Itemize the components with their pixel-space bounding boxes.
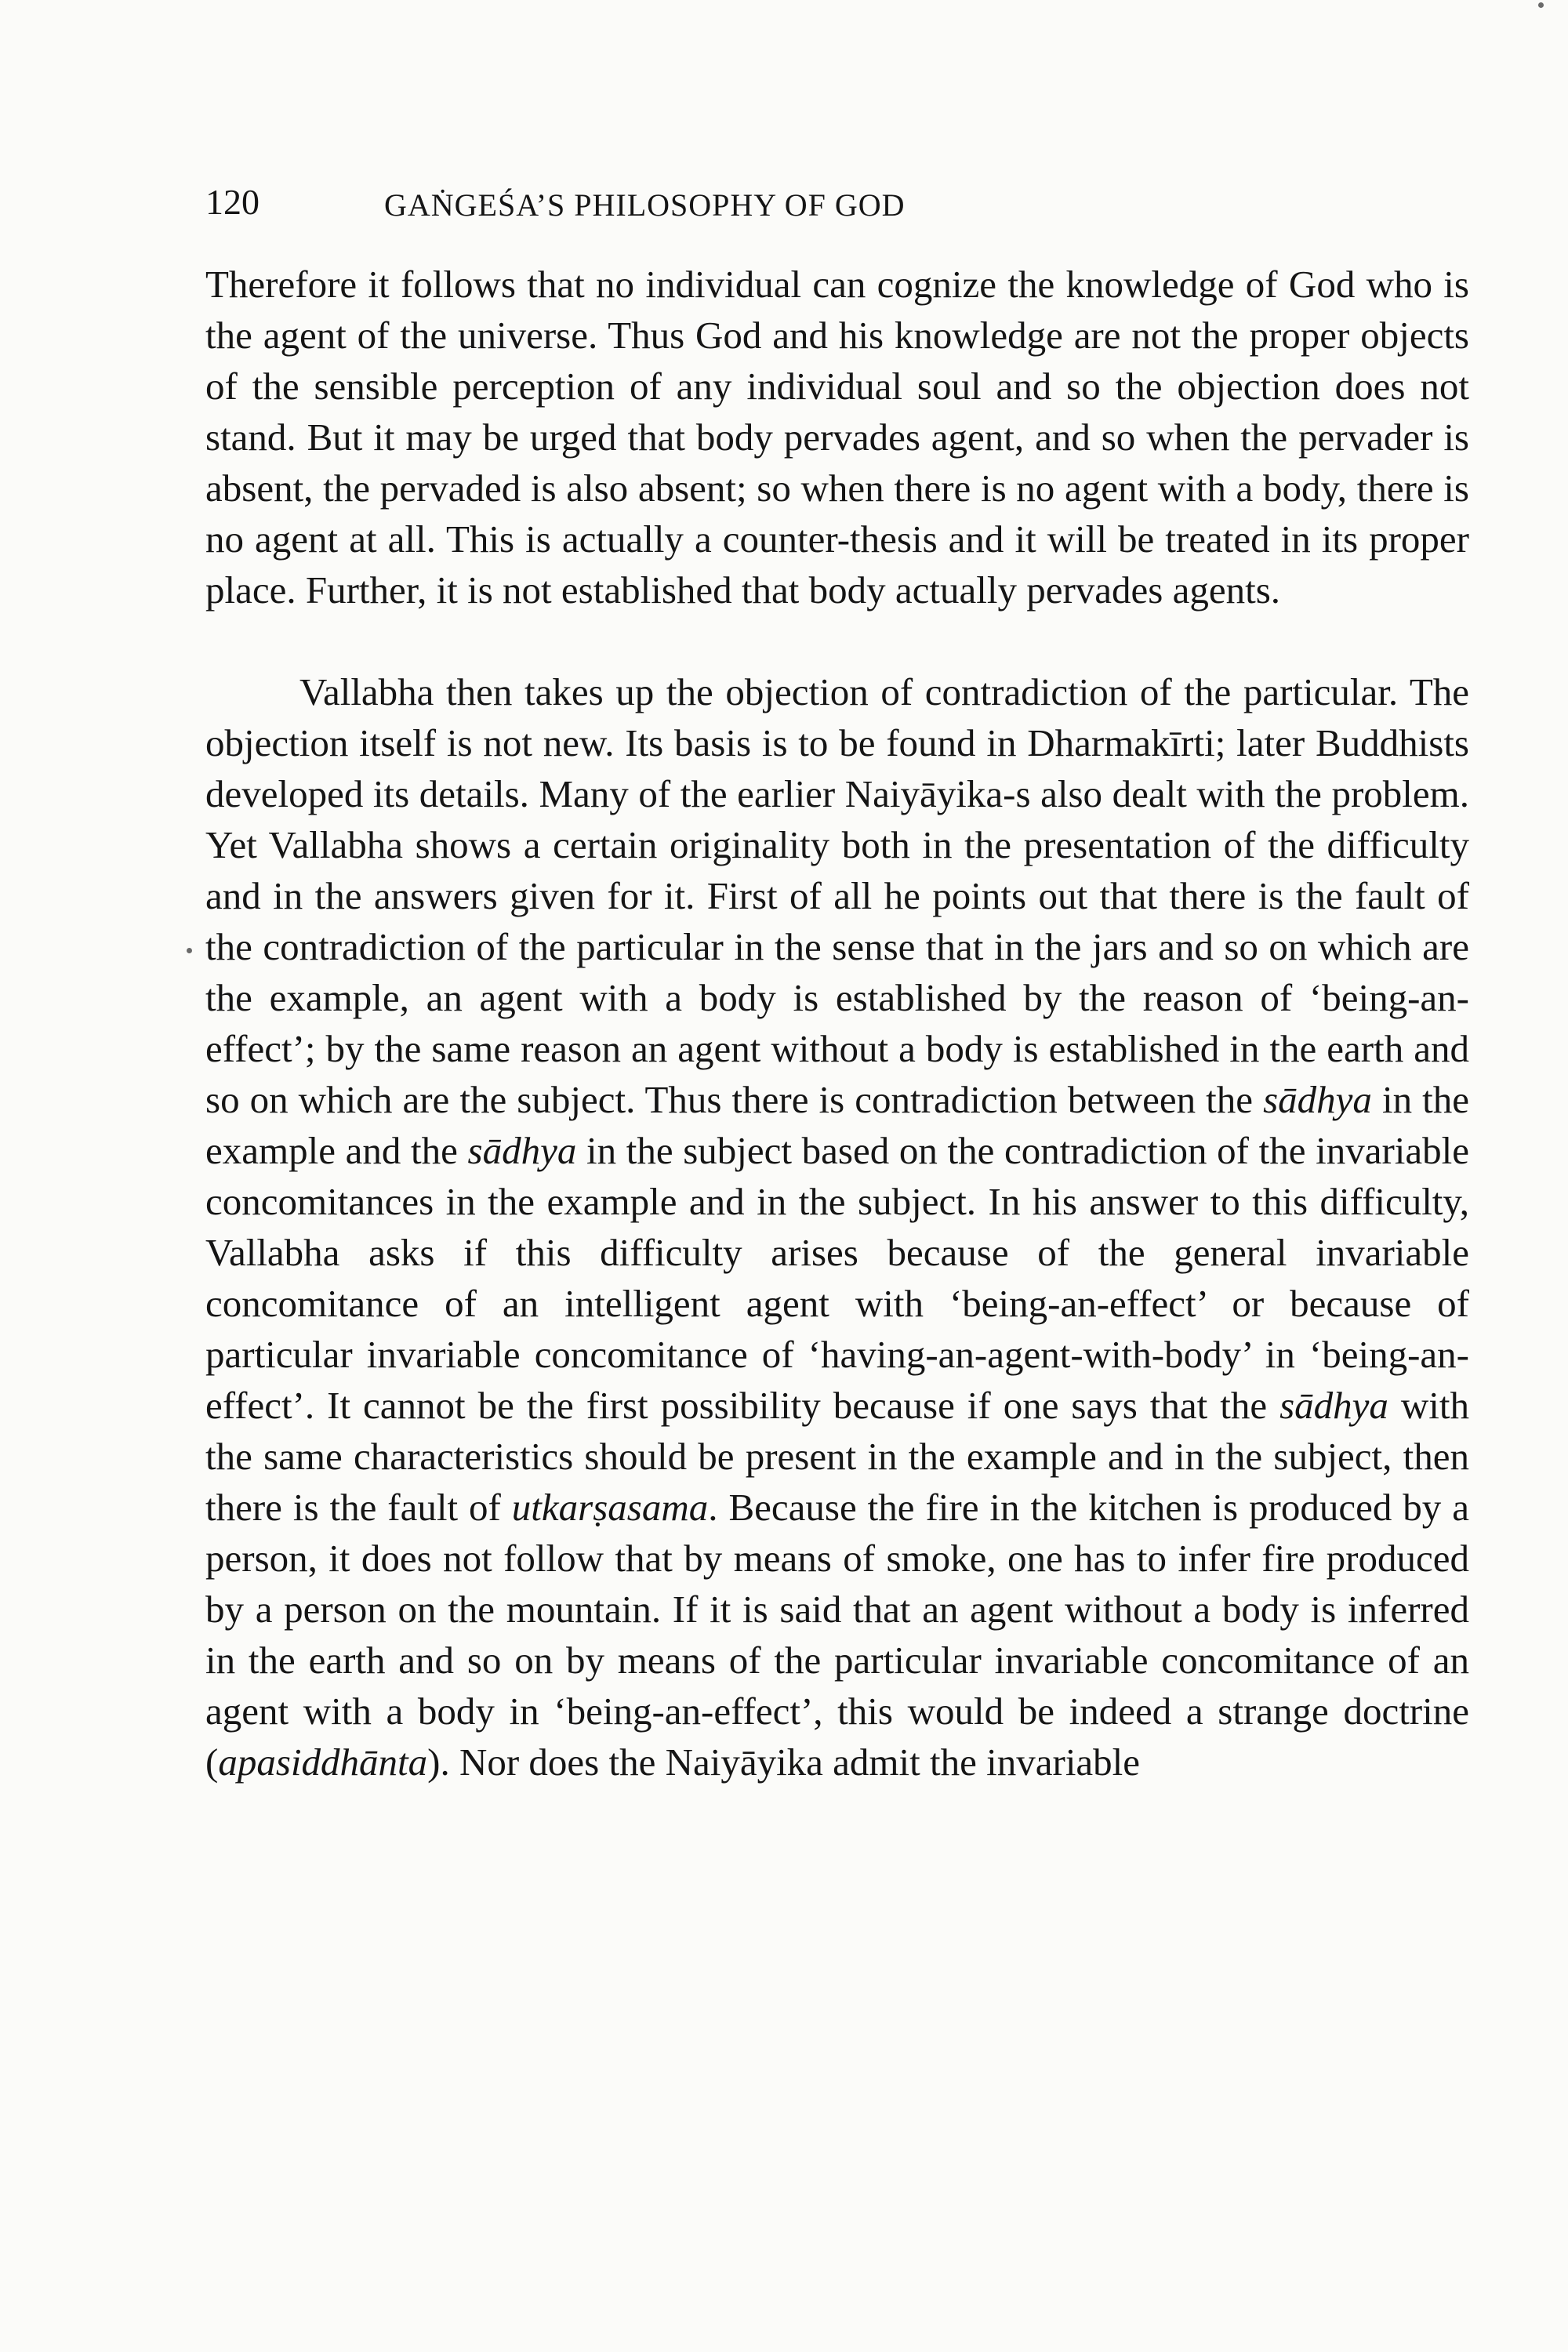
- italic-term: sādhya: [1263, 1078, 1372, 1121]
- scan-speck: [187, 948, 192, 953]
- text-run: Therefore it follows that no individual can cognize the knowledge of God who is the agent of the universe. Thus God and his knowledge are not the proper objects of the sensible perception of any individual soul and so the objection does not stand. But it may be urged that body pervades agent, and so when the pervader is absent, the pervaded is also absent; so when there is no agent with a body, there is no agent at all. This is actually a counter-thesis and it will be treated in its proper place. Further, it is not established that body actually pervades agents.: [205, 263, 1469, 612]
- body-text: [205, 259, 1469, 1788]
- italic-term: sādhya: [1279, 1384, 1388, 1427]
- text-run: ). Nor does the Naiyāyika admit the invariable: [427, 1740, 1141, 1784]
- paragraph-2: [205, 666, 1469, 1788]
- italic-term: sādhya: [467, 1129, 577, 1172]
- page-header: [205, 179, 1460, 226]
- text-run: . Because the fire in the kitchen is produced by a person, it does not follow that by means of smoke, one has to infer fire produced by a person on the mountain. If it is said that an agent without a body is inferred in the earth and so on by means of the particular invariable concomitance of an agent with a body in ‘being-an-effect’, this would be indeed a strange doctrine (: [205, 1486, 1469, 1784]
- text-run: Vallabha then takes up the objection of contradiction of the particular. The objection itself is not new. Its basis is to be found in Dharmakīrti; later Buddhists developed its details. Many of the earlier Naiyāyika-s also dealt with the problem. Yet Vallabha shows a certain originality both in the presentation of the difficulty and in the answers given for it. First of all he points out that there is the fault of the contradiction of the particular in the sense that in the jars and so on which are the example, an agent with a body is established by the reason of ‘being-an-effect’; by the same reason an agent without a body is established in the earth and so on which are the subject. Thus there is contradiction between the: [205, 670, 1469, 1121]
- text-run: with the same characteristics should be present in the example and in the subject, then there is the fault of: [205, 1384, 1469, 1529]
- paragraph-1: [205, 259, 1469, 615]
- scan-speck: [1538, 2, 1544, 8]
- text-run: in the example and the: [205, 1078, 1469, 1172]
- italic-term: utkarṣasama: [511, 1486, 709, 1529]
- italic-term: apasiddhānta: [218, 1740, 428, 1784]
- running-head: GAṄGEŚA’S PHILOSOPHY OF GOD: [384, 187, 906, 223]
- page-number: 120: [205, 182, 260, 222]
- text-run: in the subject based on the contradiction of the invariable concomitances in the example and in the subject. In his answer to this difficulty, Vallabha asks if this difficulty arises because of the general invariable concomitance of an intelligent agent with ‘being-an-effect’ or because of particular invariable concomitance of ‘having-an-agent-with-body’ in ‘being-an-effect’. It cannot be the first possibility because if one says that the: [205, 1129, 1469, 1427]
